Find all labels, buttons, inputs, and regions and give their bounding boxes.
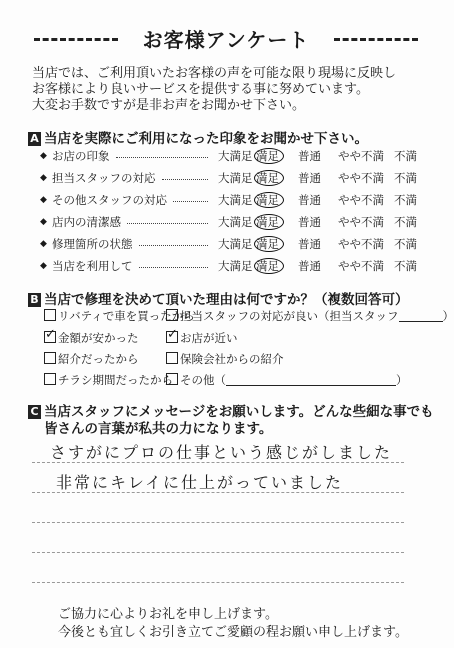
leader-dots [139,245,209,246]
title-dashes-left [34,38,118,41]
rating-row [40,235,420,253]
rating-row-label: その他スタッフの対応 [52,193,167,207]
checkbox[interactable] [166,373,178,385]
section-b-heading-text: 当店で修理を決めて頂いた理由は何ですか？（複数回答可） [44,292,409,308]
rating-option[interactable]: 満足 [256,215,279,229]
staff-name-blank[interactable] [399,321,443,322]
rating-option[interactable]: やや不満 [338,237,384,251]
message-rule-4 [32,552,404,553]
checkbox[interactable] [44,352,56,364]
intro-line-2: お客様により良いサービスを提供する事に努めています。 [32,82,369,97]
other-reason-blank[interactable] [226,385,396,386]
rating-option[interactable]: やや不満 [338,215,384,229]
rating-option[interactable]: 普通 [298,215,321,229]
selected-circle-mark [254,148,284,164]
rating-row-label: 担当スタッフの対応 [52,171,156,185]
reason-item-insurance[interactable]: 保険会社からの紹介 [166,351,284,367]
reason-item-liberty[interactable]: リバティで車を買ったから [44,308,195,324]
rating-option[interactable]: 普通 [298,237,321,251]
rating-option[interactable]: 普通 [298,149,321,163]
rating-option[interactable]: 不満 [394,149,417,163]
rating-option[interactable]: やや不満 [338,149,384,163]
selected-circle-mark [254,192,284,208]
section-b-letter: B [28,293,41,307]
section-a-heading [28,127,368,147]
selected-circle-mark [254,170,284,186]
checkbox[interactable] [166,352,178,364]
diamond-bullet-icon: ◆ [40,217,47,227]
rating-option[interactable]: やや不満 [338,171,384,185]
intro-line-3: 大変お手数ですが是非お声をお聞かせ下さい。 [32,98,306,113]
reason-item-flyer[interactable]: チラシ期間だったから [44,372,173,388]
reason-item-referral[interactable]: 紹介だったから [44,351,139,367]
rating-option[interactable]: 満足 [256,259,279,273]
footer-line-2: 今後とも宜しくお引き立てご愛顧の程お願い申し上げます。 [58,625,408,640]
section-c-letter: C [28,405,41,419]
rating-row [40,169,420,187]
rating-option[interactable]: やや不満 [338,259,384,273]
rating-option[interactable]: 大満足 [218,149,253,163]
selected-circle-mark [254,214,284,230]
survey-title: お客様アンケート [142,28,310,52]
leader-dots [162,179,209,180]
rating-option[interactable]: 満足 [256,237,279,251]
rating-option[interactable]: 大満足 [218,171,253,185]
rating-option[interactable]: 大満足 [218,237,253,251]
selected-circle-mark [254,236,284,252]
diamond-bullet-icon: ◆ [40,195,47,205]
rating-row [40,191,420,209]
selected-circle-mark [254,258,284,274]
rating-option[interactable]: 不満 [394,215,417,229]
rating-option[interactable]: 不満 [394,237,417,251]
handwritten-message-line-1: さすがにプロの仕事という感じがしました [50,443,393,462]
reason-item-near[interactable]: ✓ お店が近い [167,327,238,345]
rating-row [40,147,420,165]
message-rule-5 [32,582,404,583]
diamond-bullet-icon: ◆ [40,151,47,161]
rating-row [40,257,420,275]
checkbox-checked[interactable] [44,327,56,343]
rating-option[interactable]: 不満 [394,171,417,185]
rating-option[interactable]: やや不満 [338,193,384,207]
rating-option[interactable]: 満足 [256,149,279,163]
diamond-bullet-icon: ◆ [40,239,47,249]
rating-option[interactable]: 普通 [298,259,321,273]
leader-dots [127,223,208,224]
checkbox-checked[interactable] [166,327,178,343]
rating-option[interactable]: 満足 [256,171,279,185]
rating-option[interactable]: 普通 [298,171,321,185]
intro-line-1: 当店では、ご利用頂いたお客様の声を可能な限り現場に反映し [32,66,397,81]
reason-item-other[interactable]: その他（ ） [166,372,408,388]
section-c-heading-text: 当店スタッフにメッセージをお願いします。どんな些細な事でも [44,404,434,420]
reason-item-staff[interactable]: 担当スタッフの対応が良い（担当スタッフ ） [166,308,454,324]
section-c-heading-line-2: 皆さんの言葉が私共の力になります。 [44,421,273,437]
rating-option[interactable]: 普通 [298,193,321,207]
leader-dots [173,201,208,202]
section-a-letter: A [28,132,41,146]
rating-row [40,213,420,231]
rating-row-label: 店内の清潔感 [52,215,121,229]
checkbox[interactable] [44,373,56,385]
leader-dots [139,267,209,268]
reason-item-price[interactable]: ✓ 金額が安かった [45,327,139,345]
rating-option[interactable]: 大満足 [218,215,253,229]
rating-option[interactable]: 大満足 [218,193,253,207]
rating-row-label: 修理箇所の状態 [52,237,133,251]
rating-option[interactable]: 不満 [394,259,417,273]
title-dashes-right [334,38,418,41]
rating-option[interactable]: 不満 [394,193,417,207]
section-b-heading [28,288,409,308]
rating-option[interactable]: 大満足 [218,259,253,273]
diamond-bullet-icon: ◆ [40,261,47,271]
message-rule-3 [32,522,404,523]
checkbox[interactable] [166,309,178,321]
rating-option[interactable]: 満足 [256,193,279,207]
rating-row-label: 当店を利用して [52,259,133,273]
leader-dots [116,157,209,158]
footer-line-1: ご協力に心よりお礼を申し上げます。 [58,607,278,622]
diamond-bullet-icon: ◆ [40,173,47,183]
checkmark-icon: ✓ [45,327,56,342]
checkbox[interactable] [44,309,56,321]
rating-row-label: お店の印象 [52,149,110,163]
section-a-heading-text: 当店を実際にご利用になった印象をお聞かせ下さい。 [44,131,368,147]
checkmark-icon: ✓ [167,327,178,342]
handwritten-message-line-2: 非常にキレイに仕上がっていました [56,473,344,492]
